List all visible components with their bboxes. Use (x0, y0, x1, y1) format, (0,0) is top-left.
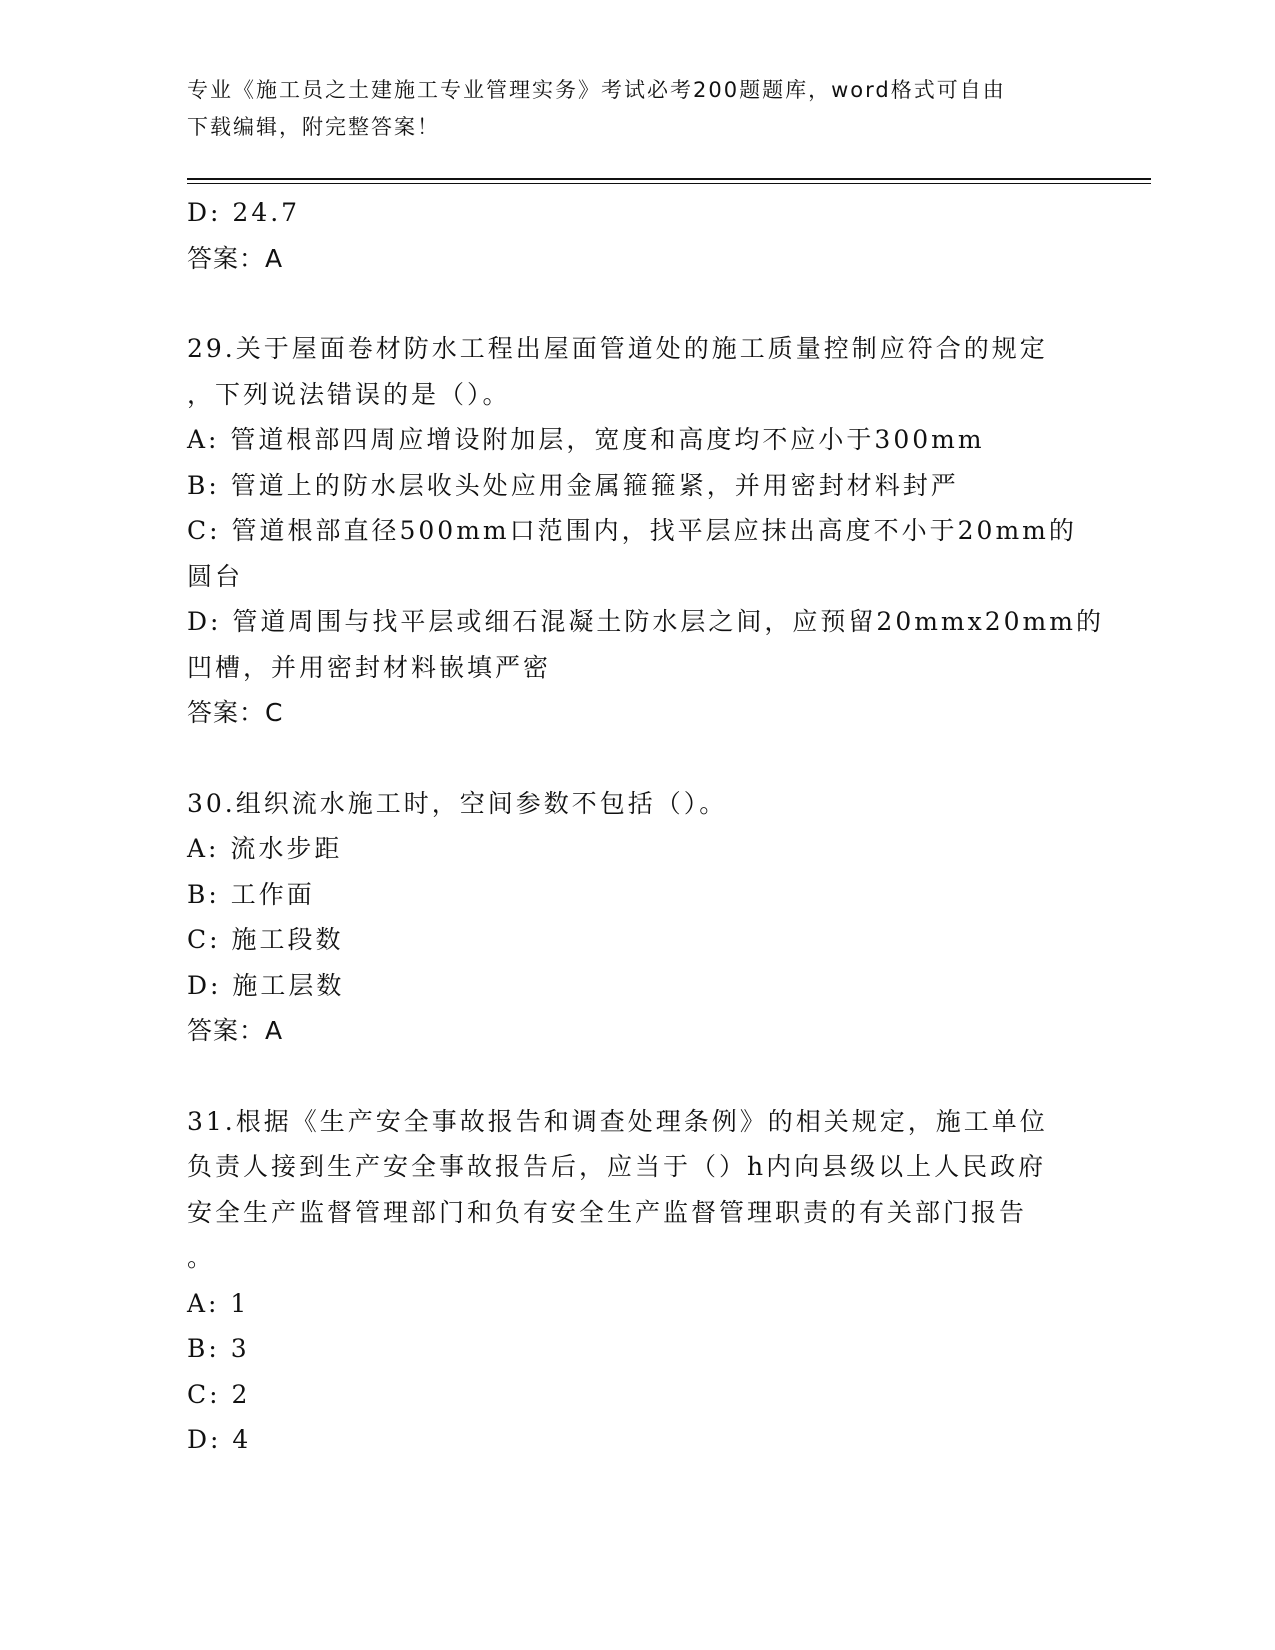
q29-stem-line-1: 29.关于屋面卷材防水工程出屋面管道处的施工质量控制应符合的规定 (187, 334, 1048, 363)
q29-option-d-line-2: 凹槽，并用密封材料嵌填严密 (187, 652, 552, 682)
prev-option-d: D: 24.7 (187, 198, 301, 227)
question-29 (187, 326, 1107, 736)
q30-option-d: D: 施工层数 (187, 970, 345, 1000)
prev-answer: 答案：A (187, 243, 284, 273)
q31-option-c: C: 2 (187, 1379, 251, 1409)
q29-option-c-line-2: 圆台 (187, 561, 244, 591)
q30-option-b: B: 工作面 (187, 879, 315, 909)
page-header (187, 72, 1087, 146)
q29-answer: 答案：C (187, 698, 284, 727)
q31-stem-line-1: 31.根据《生产安全事故报告和调查处理条例》的相关规定，施工单位 (187, 1106, 1048, 1136)
q29-option-b: B: 管道上的防水层收头处应用金属箍箍紧，并用密封材料封严 (187, 470, 959, 500)
q29-option-a: A: 管道根部四周应增设附加层，宽度和高度均不应小于300mm (187, 425, 985, 454)
q31-stem-line-3: 安全生产监督管理部门和负有安全生产监督管理职责的有关部门报告 (187, 1197, 1028, 1227)
question-30 (187, 781, 1107, 1054)
q29-option-d-line-1: D: 管道周围与找平层或细石混凝土防水层之间，应预留20mmx20mm的 (187, 607, 1104, 636)
question-content (187, 190, 1107, 1463)
q31-option-d: D: 4 (187, 1425, 252, 1454)
q29-option-c-line-1: C: 管道根部直径500mm口范围内，找平层应抹出高度不小于20mm的 (187, 516, 1077, 545)
q30-option-a: A: 流水步距 (187, 834, 343, 863)
header-rule-thick (187, 178, 1151, 180)
q31-option-b: B: 3 (187, 1334, 250, 1363)
q29-stem-line-2: ，下列说法错误的是（）。 (187, 379, 511, 409)
header-line-2: 下载编辑，附完整答案！ (187, 115, 440, 139)
header-rule-thin (187, 183, 1151, 184)
q31-stem-line-4: 。 (187, 1243, 216, 1272)
q31-stem-line-2: 负责人接到生产安全事故报告后，应当于（）h内向县级以上人民政府 (187, 1152, 1047, 1181)
q31-option-a: A: 1 (187, 1288, 250, 1318)
q30-answer: 答案：A (187, 1016, 284, 1045)
question-31 (187, 1099, 1107, 1463)
q30-stem: 30.组织流水施工时，空间参数不包括（）。 (187, 788, 728, 818)
header-line-1: 专业《施工员之土建施工专业管理实务》考试必考200题题库，word格式可自由 (187, 78, 1006, 102)
q30-option-c: C: 施工段数 (187, 925, 344, 954)
